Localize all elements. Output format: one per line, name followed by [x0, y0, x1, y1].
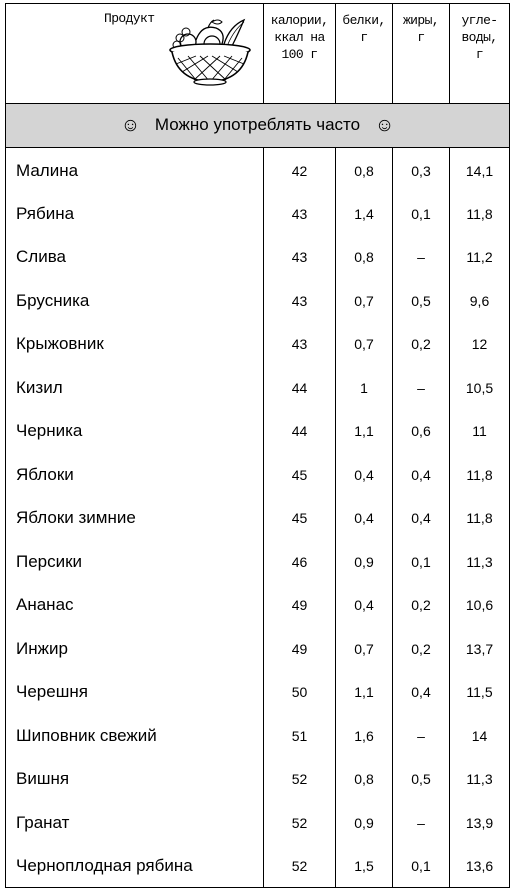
calories-cell: 43 [264, 235, 336, 279]
fat-cell: 0,6 [393, 409, 450, 453]
carbs-cell: 11,3 [450, 539, 510, 583]
carbs-cell: 13,9 [450, 800, 510, 844]
calories-cell: 44 [264, 365, 336, 409]
header-fat: жиры, г [393, 4, 450, 104]
carbs-cell: 11,3 [450, 757, 510, 801]
calories-cell: 49 [264, 583, 336, 627]
table-row [6, 670, 510, 714]
carbs-cell: 11,8 [450, 191, 510, 235]
smiley-icon: ☺ [120, 114, 141, 136]
fat-cell: 0,1 [393, 191, 450, 235]
protein-cell: 0,7 [336, 278, 393, 322]
protein-cell: 0,8 [336, 148, 393, 192]
protein-cell: 0,7 [336, 626, 393, 670]
product-name-cell: Малина [6, 148, 264, 192]
calories-cell: 46 [264, 539, 336, 583]
carbs-cell: 14,1 [450, 148, 510, 192]
carbs-cell: 11 [450, 409, 510, 453]
section-title: Можно употреблять часто [154, 114, 361, 134]
table-row [6, 322, 510, 366]
fat-cell: 0,5 [393, 278, 450, 322]
fat-cell: 0,2 [393, 626, 450, 670]
fat-cell: – [393, 713, 450, 757]
table-row [6, 583, 510, 627]
product-name-cell: Черноплодная рябина [6, 844, 264, 888]
product-name-cell: Рябина [6, 191, 264, 235]
calories-cell: 52 [264, 757, 336, 801]
calories-cell: 45 [264, 496, 336, 540]
fat-cell: 0,5 [393, 757, 450, 801]
table-row [6, 409, 510, 453]
carbs-cell: 13,6 [450, 844, 510, 888]
table-row [6, 235, 510, 279]
fat-cell: – [393, 800, 450, 844]
header-product-label: Продукт [104, 11, 155, 26]
product-name-cell: Черешня [6, 670, 264, 714]
fat-cell: 0,2 [393, 583, 450, 627]
table-row [6, 713, 510, 757]
carbs-cell: 13,7 [450, 626, 510, 670]
header-calories: калории, ккал на 100 г [264, 4, 336, 104]
protein-cell: 0,4 [336, 583, 393, 627]
calories-cell: 45 [264, 452, 336, 496]
product-name-cell: Черника [6, 409, 264, 453]
table-row [6, 757, 510, 801]
product-name-cell: Брусника [6, 278, 264, 322]
calories-cell: 44 [264, 409, 336, 453]
calories-cell: 52 [264, 800, 336, 844]
product-name-cell: Персики [6, 539, 264, 583]
calories-cell: 42 [264, 148, 336, 192]
protein-cell: 0,8 [336, 757, 393, 801]
carbs-cell: 10,5 [450, 365, 510, 409]
product-name-cell: Вишня [6, 757, 264, 801]
section-title-cell [6, 104, 510, 148]
protein-cell: 1,6 [336, 713, 393, 757]
carbs-cell: 11,8 [450, 496, 510, 540]
table-row [6, 496, 510, 540]
product-name-cell: Инжир [6, 626, 264, 670]
calories-cell: 52 [264, 844, 336, 888]
protein-cell: 1,5 [336, 844, 393, 888]
fat-cell: 0,4 [393, 670, 450, 714]
carbs-cell: 11,8 [450, 452, 510, 496]
calories-cell: 51 [264, 713, 336, 757]
calories-cell: 43 [264, 322, 336, 366]
table-row [6, 626, 510, 670]
fat-cell: 0,1 [393, 539, 450, 583]
protein-cell: 0,4 [336, 496, 393, 540]
smiley-icon: ☺ [374, 114, 395, 136]
protein-cell: 1,4 [336, 191, 393, 235]
product-name-cell: Яблоки [6, 452, 264, 496]
table-row [6, 365, 510, 409]
carbs-cell: 11,2 [450, 235, 510, 279]
fat-cell: 0,4 [393, 452, 450, 496]
fat-cell: – [393, 235, 450, 279]
fat-cell: 0,2 [393, 322, 450, 366]
table-row [6, 539, 510, 583]
calories-cell: 49 [264, 626, 336, 670]
product-name-cell: Шиповник свежий [6, 713, 264, 757]
table-row [6, 148, 510, 192]
header-carbs: угле- воды, г [450, 4, 510, 104]
protein-cell: 0,8 [336, 235, 393, 279]
fruit-basket-icon [166, 14, 256, 89]
calories-cell: 50 [264, 670, 336, 714]
product-name-cell: Крыжовник [6, 322, 264, 366]
table-header-row [6, 4, 510, 104]
section-row [6, 104, 510, 148]
fat-cell: 0,3 [393, 148, 450, 192]
calories-cell: 43 [264, 278, 336, 322]
product-name-cell: Кизил [6, 365, 264, 409]
protein-cell: 0,9 [336, 539, 393, 583]
protein-cell: 1 [336, 365, 393, 409]
nutrition-table [5, 3, 510, 888]
protein-cell: 1,1 [336, 409, 393, 453]
carbs-cell: 9,6 [450, 278, 510, 322]
table-row [6, 844, 510, 888]
protein-cell: 1,1 [336, 670, 393, 714]
product-name-cell: Гранат [6, 800, 264, 844]
fat-cell: – [393, 365, 450, 409]
carbs-cell: 11,5 [450, 670, 510, 714]
header-product [6, 4, 264, 104]
fat-cell: 0,1 [393, 844, 450, 888]
table-row [6, 278, 510, 322]
fat-cell: 0,4 [393, 496, 450, 540]
header-protein: белки, г [336, 4, 393, 104]
table-row [6, 452, 510, 496]
carbs-cell: 10,6 [450, 583, 510, 627]
protein-cell: 0,7 [336, 322, 393, 366]
table-row [6, 191, 510, 235]
carbs-cell: 12 [450, 322, 510, 366]
protein-cell: 0,9 [336, 800, 393, 844]
table-row [6, 800, 510, 844]
calories-cell: 43 [264, 191, 336, 235]
protein-cell: 0,4 [336, 452, 393, 496]
product-name-cell: Яблоки зимние [6, 496, 264, 540]
product-name-cell: Ананас [6, 583, 264, 627]
product-name-cell: Слива [6, 235, 264, 279]
carbs-cell: 14 [450, 713, 510, 757]
